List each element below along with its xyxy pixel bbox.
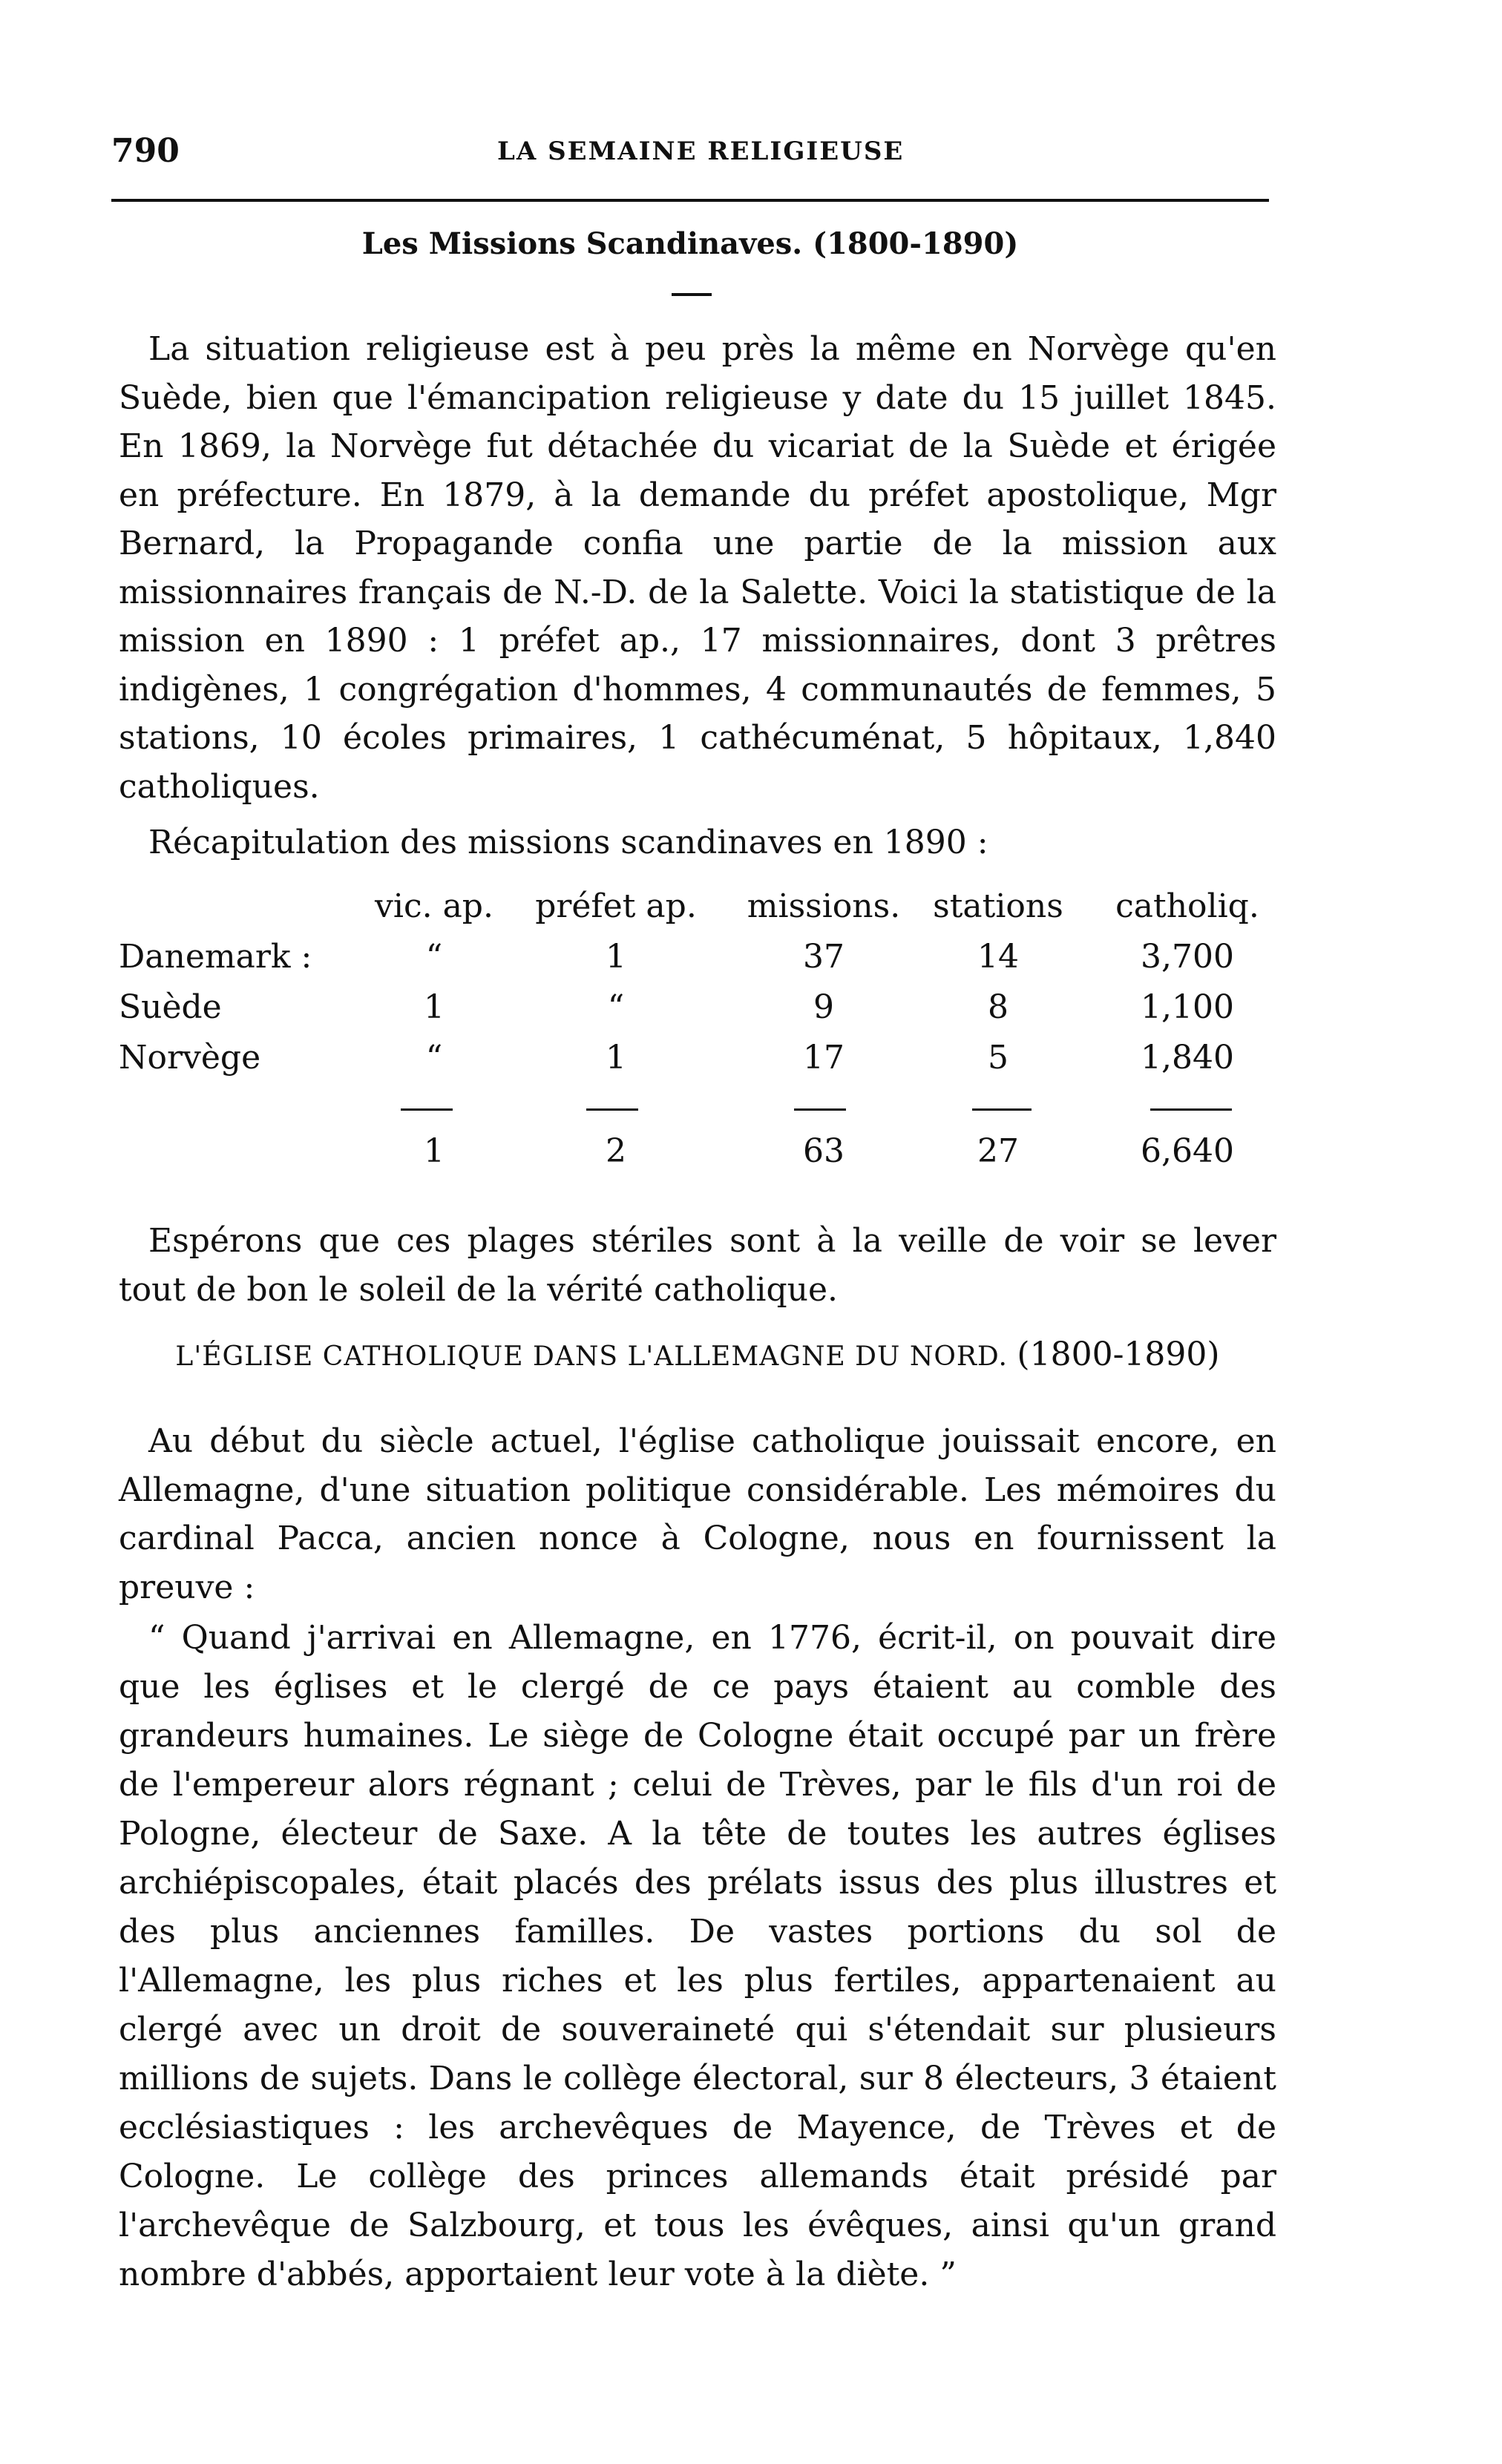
table-header-cell: missions.: [747, 887, 901, 925]
table-cell: 9: [813, 988, 834, 1026]
table-row: [119, 1039, 1276, 1089]
table-header-cell: catholiq.: [1115, 887, 1259, 925]
table-cell-total: 27: [977, 1132, 1019, 1170]
section-title-text: L'ÉGLISE CATHOLIQUE DANS L'ALLEMAGNE DU NORD.: [175, 1341, 1008, 1372]
table-cell-country: Danemark :: [119, 938, 312, 976]
table-cell: “: [425, 1039, 443, 1077]
table-cell-total: 1: [424, 1132, 445, 1170]
page-number: 790: [111, 132, 180, 170]
section-separator: [672, 293, 712, 296]
section-title-years: (1800-1890): [1017, 1336, 1220, 1373]
table-cell: 37: [803, 938, 845, 976]
missions-statistics-table: [119, 887, 1276, 1183]
sum-rule-segment: [586, 1108, 638, 1111]
running-head: [111, 132, 1269, 177]
table-cell-total: 63: [803, 1132, 845, 1170]
table-sum-rule: [119, 1089, 1276, 1132]
table-cell: “: [607, 988, 625, 1026]
table-row: [119, 938, 1276, 988]
table-cell: 14: [977, 938, 1019, 976]
recap-heading: Récapitulation des missions scandinaves en 1890 :: [148, 824, 988, 861]
table-header-cell: stations: [933, 887, 1063, 925]
table-header-cell: vic. ap.: [375, 887, 493, 925]
table-cell-country: Norvège: [119, 1039, 261, 1077]
table-cell: 17: [803, 1039, 845, 1077]
table-cell-total: 2: [606, 1132, 626, 1170]
paragraph-closing-hope: Espérons que ces plages stériles sont à la veille de voir se lever tout de bon le soleil de la vérité catholique.: [119, 1222, 1276, 1309]
table-cell: 8: [988, 988, 1009, 1026]
sum-rule-segment: [1150, 1108, 1232, 1111]
table-totals-row: [119, 1132, 1276, 1183]
sum-rule-segment: [972, 1108, 1032, 1111]
sum-rule-segment: [794, 1108, 846, 1111]
quote-cardinal-pacca: “ Quand j'arrivai en Allemagne, en 1776, écrit-il, on pouvait dire que les églises et le clergé de ce pays étaient au comble des grandeurs humaines. Le siège de Cologne était occupé par un frère de l'empereur alors régnant ; celui de Trèves, par le fils d'un roi de Pologne, électeur de Saxe. A la tête de toutes les autres églises archiépiscopales, était placés des prélats issus des plus illustres et des plus anciennes familles. De vastes portions du sol de l'Allemagne, les plus riches et les plus fertiles, appartenaient au clergé avec un droit de souveraineté qui s'étendait sur plusieurs millions de sujets. Dans le collège électoral, sur 8 électeurs, 3 étaient ecclésiastiques : les archevêques de Mayence, de Trèves et de Cologne. Le collège des princes allemands était présidé par l'archevêque de Salzbourg, et tous les évêques, ainsi qu'un grand nombre d'abbés, apportaient leur vote à la diète. ”: [119, 1619, 1276, 2293]
section-title-scandinavian-missions: Les Missions Scandinaves. (1800-1890): [361, 226, 1019, 261]
journal-title: LA SEMAINE RELIGIEUSE: [497, 137, 905, 166]
table-cell: 1,100: [1141, 988, 1234, 1026]
table-cell-total: 6,640: [1141, 1132, 1234, 1170]
table-header-cell: préfet ap.: [535, 887, 697, 925]
sum-rule-segment: [401, 1108, 453, 1111]
table-cell-country: Suède: [119, 988, 222, 1026]
paragraph-scandinavian-situation: La situation religieuse est à peu près la même en Norvège qu'en Suède, bien que l'émancipation religieuse y date du 15 juillet 1845. En 1869, la Norvège fut détachée du vicariat de la Suède et érigée en préfecture. En 1879, à la demande du préfet apostolique, Mgr Bernard, la Propagande confia une partie de la mission aux missionnaires français de N.-D. de la Salette. Voici la statistique de la mission en 1890 : 1 préfet ap., 17 missionnaires, dont 3 prêtres indigènes, 1 congrégation d'hommes, 4 communautés de femmes, 5 stations, 10 écoles primaires, 1 cathécuménat, 5 hôpitaux, 1,840 catholiques.: [119, 330, 1276, 806]
table-cell: 3,700: [1141, 938, 1234, 976]
table-cell: 1: [606, 1039, 626, 1077]
table-cell: 1,840: [1141, 1039, 1234, 1077]
header-rule: [111, 199, 1269, 202]
table-cell: “: [425, 938, 443, 976]
table-cell: 1: [424, 988, 445, 1026]
paragraph-germany-situation: Au début du siècle actuel, l'église catholique jouissait encore, en Allemagne, d'une situation politique considérable. Les mémoires du cardinal Pacca, ancien nonce à Cologne, nous en fournissent la preuve :: [119, 1422, 1276, 1606]
table-row: [119, 988, 1276, 1039]
section-title-northern-germany: [119, 1336, 1276, 1373]
table-cell: 1: [606, 938, 626, 976]
table-header-row: [119, 887, 1276, 938]
table-cell: 5: [988, 1039, 1009, 1077]
